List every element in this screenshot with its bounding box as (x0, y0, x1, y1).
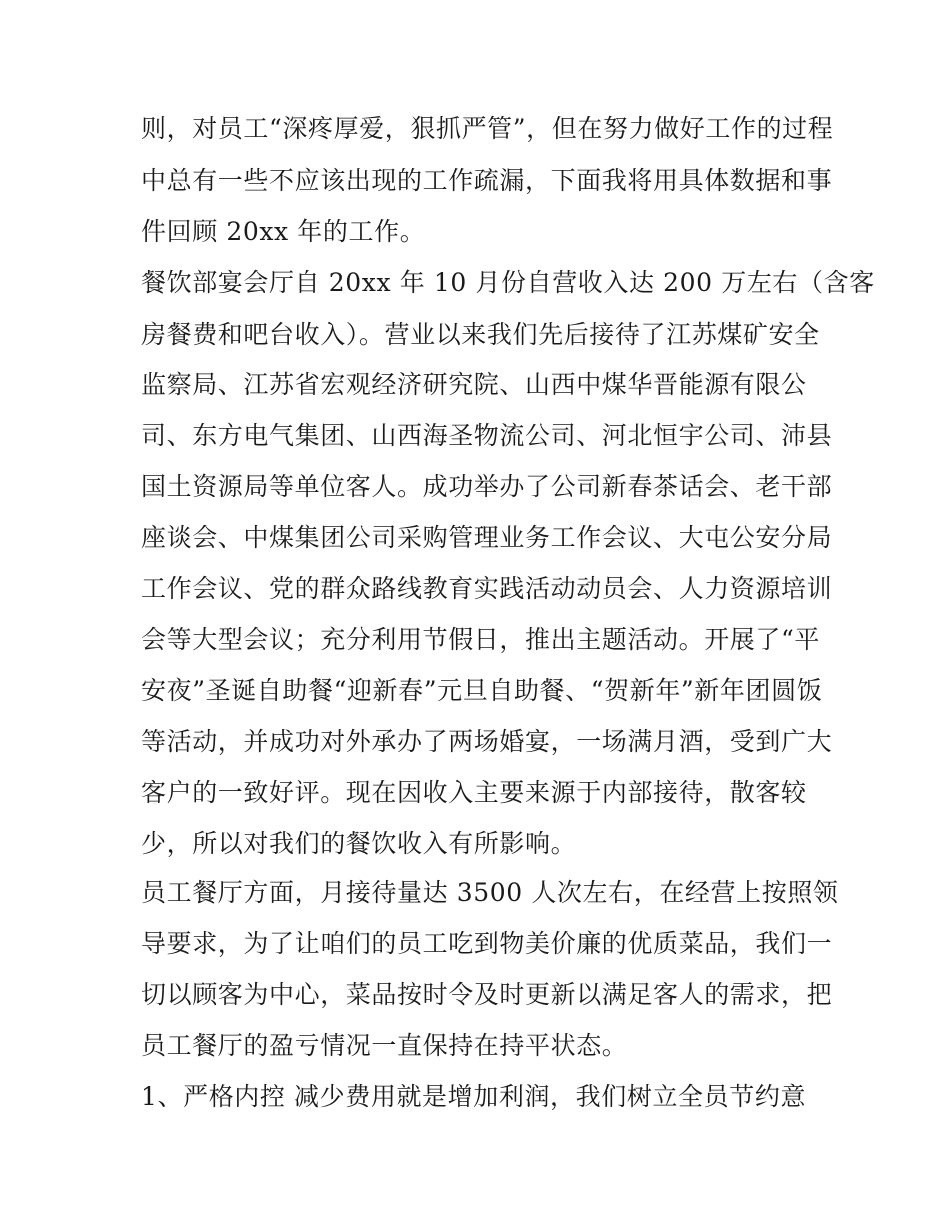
text-line: 导要求，为了让咱们的员工吃到物美价廉的优质菜品，我们一 (141, 929, 833, 958)
text-line: 座谈会、中煤集团公司采购管理业务工作会议、大屯公安分局 (141, 523, 833, 552)
text-line: 监察局、江苏省宏观经济研究院、山西中煤华晋能源有限公 (141, 370, 807, 399)
text-line: 司、东方电气集团、山西海圣物流公司、河北恒宇公司、沛县 (141, 421, 833, 450)
text-line: 房餐费和吧台收入）。营业以来我们先后接待了江苏煤矿安全 (141, 320, 820, 349)
text-line: 少，所以对我们的餐饮收入有所影响。 (141, 829, 577, 858)
text-line: 会等大型会议；充分利用节假日，推出主题活动。开展了“平 (141, 625, 820, 654)
text-line: 安夜”圣诞自助餐“迎新春”元旦自助餐、“贺新年”新年团圆饭 (141, 676, 823, 705)
text-line: 工作会议、党的群众路线教育实践活动动员会、人力资源培训 (141, 574, 833, 603)
text-line: 员工餐厅方面，月接待量达 3500 人次左右，在经营上按照领 (141, 878, 839, 907)
text-line: 客户的一致好评。现在因收入主要来源于内部接待，散客较 (141, 778, 807, 807)
text-line: 中总有一些不应该出现的工作疏漏，下面我将用具体数据和事 (141, 166, 833, 195)
text-line: 餐饮部宴会厅自 20xx 年 10 月份自营收入达 200 万左右（含客 (141, 268, 875, 297)
text-line: 员工餐厅的盈亏情况一直保持在持平状态。 (141, 1031, 628, 1060)
text-line: 1、严格内控 减少费用就是增加利润，我们树立全员节约意 (141, 1082, 807, 1111)
text-line: 则，对员工“深疼厚爱，狠抓严管”，但在努力做好工作的过程 (141, 114, 834, 143)
text-line: 等活动，并成功对外承办了两场婚宴，一场满月酒，受到广大 (141, 727, 833, 756)
text-line: 切以顾客为中心，菜品按时令及时更新以满足客人的需求，把 (141, 980, 833, 1009)
text-line: 件回顾 20xx 年的工作。 (141, 217, 426, 246)
text-line: 国土资源局等单位客人。成功举办了公司新春茶话会、老干部 (141, 472, 833, 501)
